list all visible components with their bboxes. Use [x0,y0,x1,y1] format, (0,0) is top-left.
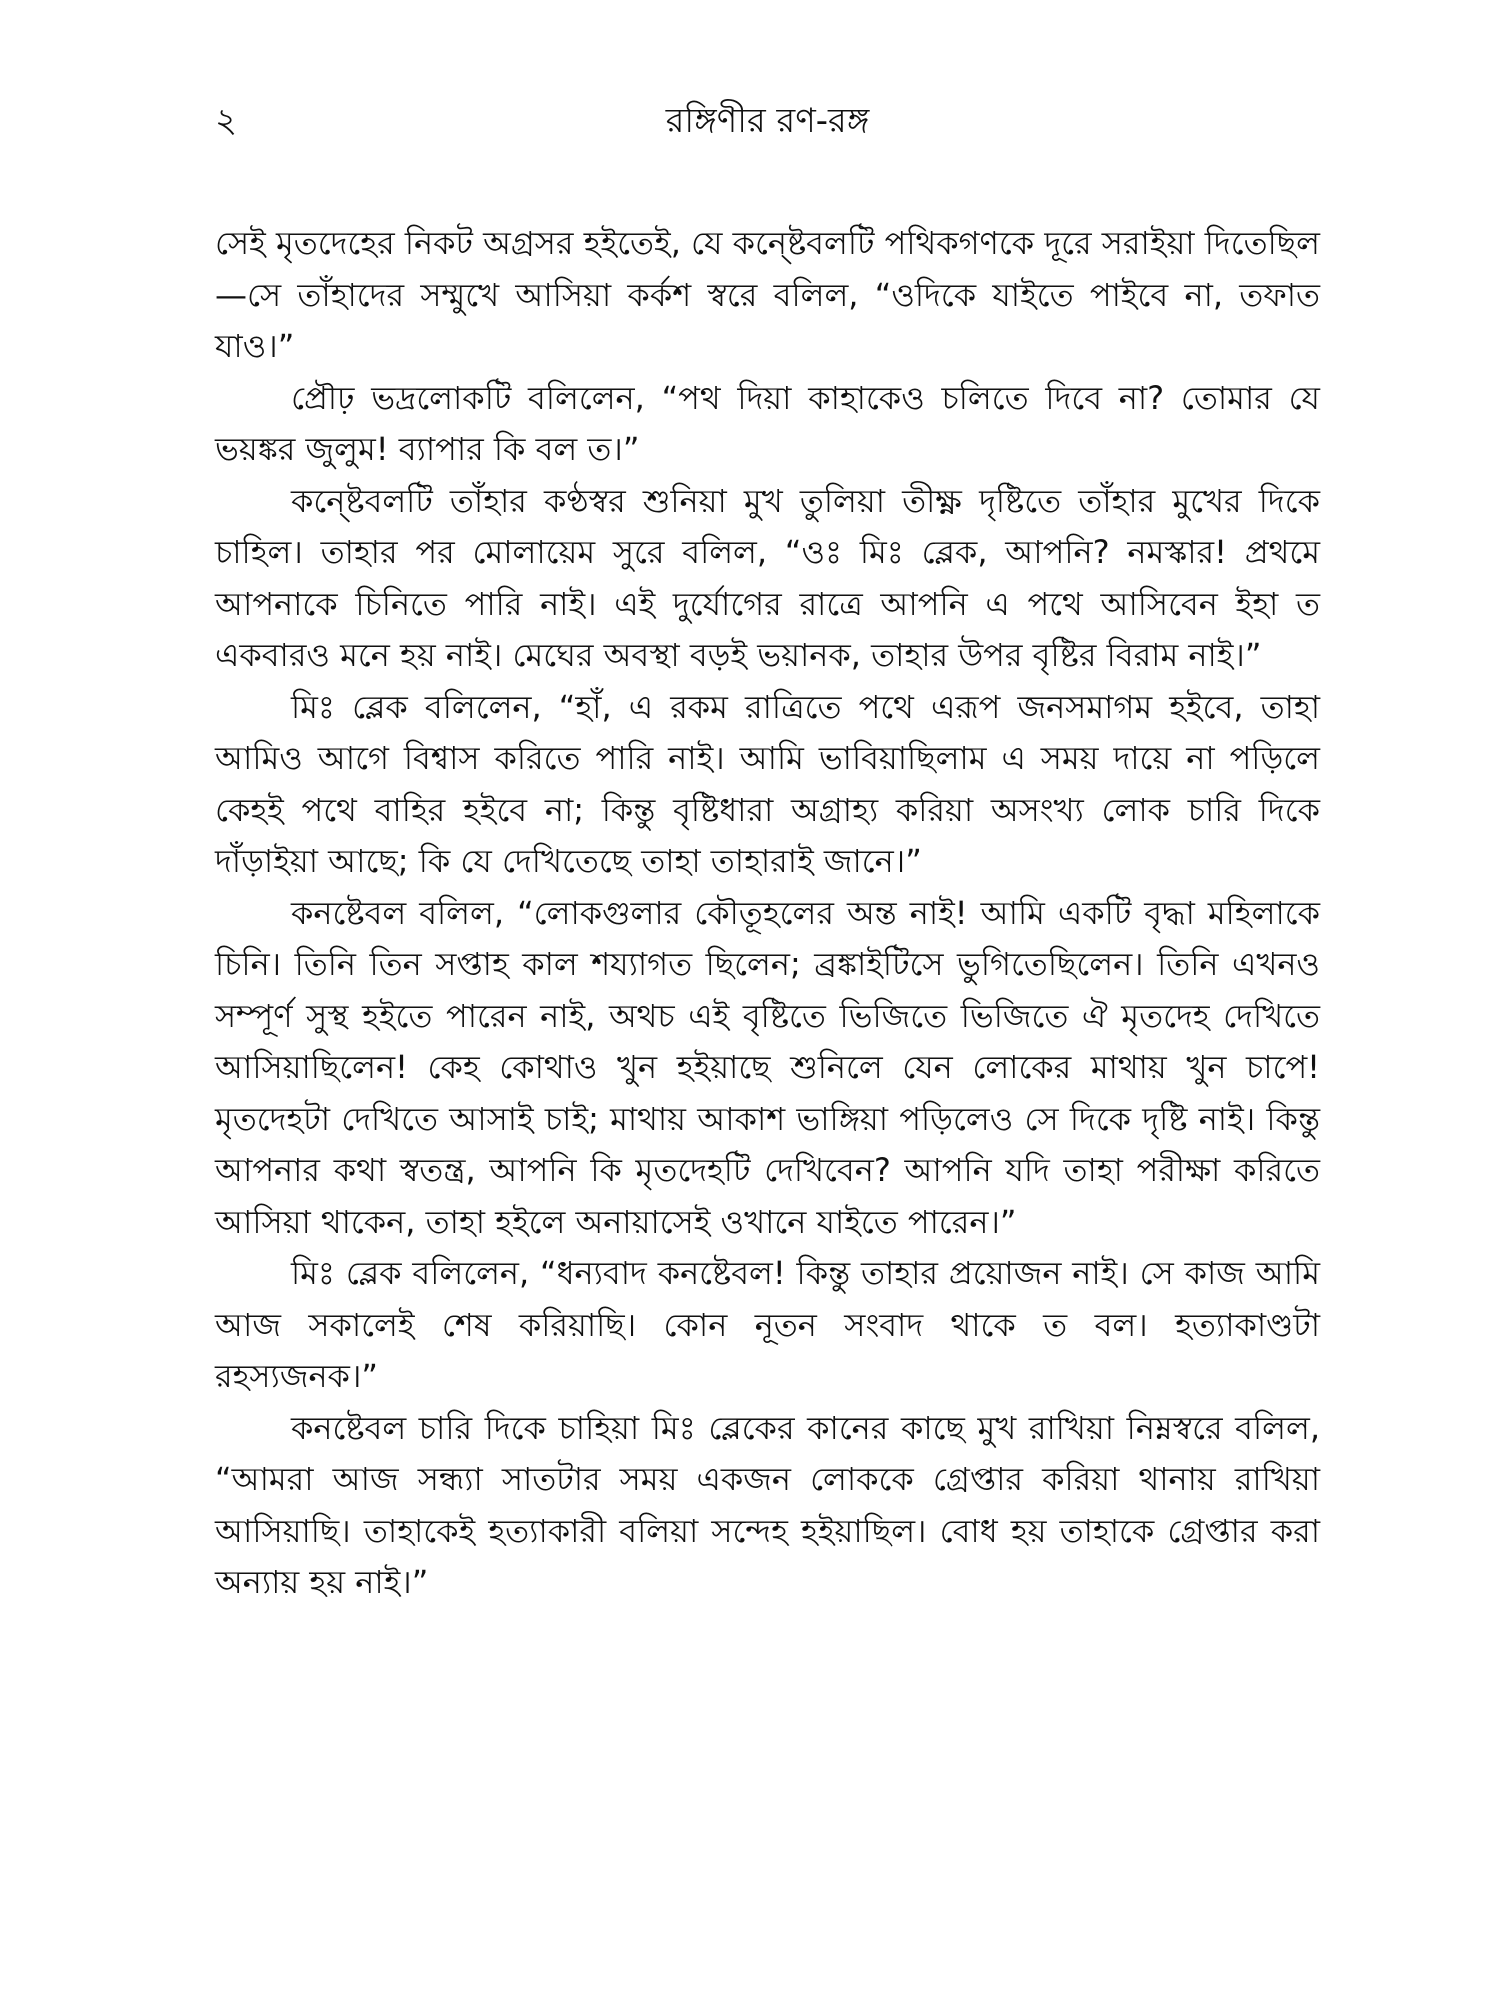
page-title: রঙ্গিণীর রণ-রঙ্গ [665,101,870,141]
paragraph: প্রৌঢ় ভদ্রলোকটি বলিলেন, “পথ দিয়া কাহাকেও চলিতে দিবে না? তোমার যে ভয়ঙ্কর জুলুম! ব্যাপার কি বল ত।” [215,378,1320,468]
paragraph: সেই মৃতদেহের নিকট অগ্রসর হইতেই, যে কন্ষ্টেবলটি পথিকগণকে দূরে সরাইয়া দিতেছিল—সে তাঁহাদের সম্মুখে আসিয়া কর্কশ স্বরে বলিল, “ওদিকে যাইতে পাইবে না, তফাত যাও।” [215,224,1320,365]
paragraph: কনষ্টেবল চারি দিকে চাহিয়া মিঃ ব্লেকের কানের কাছে মুখ রাখিয়া নিম্নস্বরে বলিল, “আমরা আজ সন্ধ্যা সাতটার সময় একজন লোককে গ্রেপ্তার করিয়া থানায় রাখিয়া আসিয়াছি। তাহাকেই হত্যাকারী বলিয়া সন্দেহ হইয়াছিল। বোধ হয় তাহাকে গ্রেপ্তার করা অন্যায় হয় নাই।” [215,1408,1320,1601]
paragraph: মিঃ ব্লেক বলিলেন, “হাঁ, এ রকম রাত্রিতে পথে এরূপ জনসমাগম হইবে, তাহা আমিও আগে বিশ্বাস করিতে পারি নাই। আমি ভাবিয়াছিলাম এ সময় দায়ে না পড়িলে কেহই পথে বাহির হইবে না; কিন্তু বৃষ্টিধারা অগ্রাহ্য করিয়া অসংখ্য লোক চারি দিকে দাঁড়াইয়া আছে; কি যে দেখিতেছে তাহা তাহারাই জানে।” [215,687,1320,880]
paragraph: মিঃ ব্লেক বলিলেন, “ধন্যবাদ কনষ্টেবল! কিন্তু তাহার প্রয়োজন নাই। সে কাজ আমি আজ সকালেই শেষ করিয়াছি। কোন নূতন সংবাদ থাকে ত বল। হত্যাকাণ্ডটা রহস্যজনক।” [215,1254,1320,1395]
page-number: ২ [215,101,238,141]
paragraph: কনষ্টেবল বলিল, “লোকগুলার কৌতূহলের অন্ত নাই! আমি একটি বৃদ্ধা মহিলাকে চিনি। তিনি তিন সপ্তাহ কাল শয্যাগত ছিলেন; ব্রঙ্কাইটিসে ভুগিতেছিলেন। তিনি এখনও সম্পূর্ণ সুস্থ হইতে পারেন নাই, অথচ এই বৃষ্টিতে ভিজিতে ভিজিতে ঐ মৃতদেহ দেখিতে আসিয়াছিলেন! কেহ কোথাও খুন হইয়াছে শুনিলে যেন লোকের মাথায় খুন চাপে! মৃতদেহটা দেখিতে আসাই চাই; মাথায় আকাশ ভাঙ্গিয়া পড়িলেও সে দিকে দৃষ্টি নাই। কিন্তু আপনার কথা স্বতন্ত্র, আপনি কি মৃতদেহটি দেখিবেন? আপনি যদি তাহা পরীক্ষা করিতে আসিয়া থাকেন, তাহা হইলে অনায়াসেই ওখানে যাইতে পারেন।” [215,893,1320,1241]
paragraph: কন্ষ্টেবলটি তাঁহার কণ্ঠস্বর শুনিয়া মুখ তুলিয়া তীক্ষ্ণ দৃষ্টিতে তাঁহার মুখের দিকে চাহিল। তাহার পর মোলায়েম সুরে বলিল, “ওঃ মিঃ ব্লেক, আপনি? নমস্কার! প্রথমে আপনাকে চিনিতে পারি নাই। এই দুর্যোগের রাত্রে আপনি এ পথে আসিবেন ইহা ত একবারও মনে হয় নাই। মেঘের অবস্থা বড়ই ভয়ানক, তাহার উপর বৃষ্টির বিরাম নাই।” [215,481,1320,674]
body-text [215,218,1320,1609]
page-header [215,96,1320,146]
